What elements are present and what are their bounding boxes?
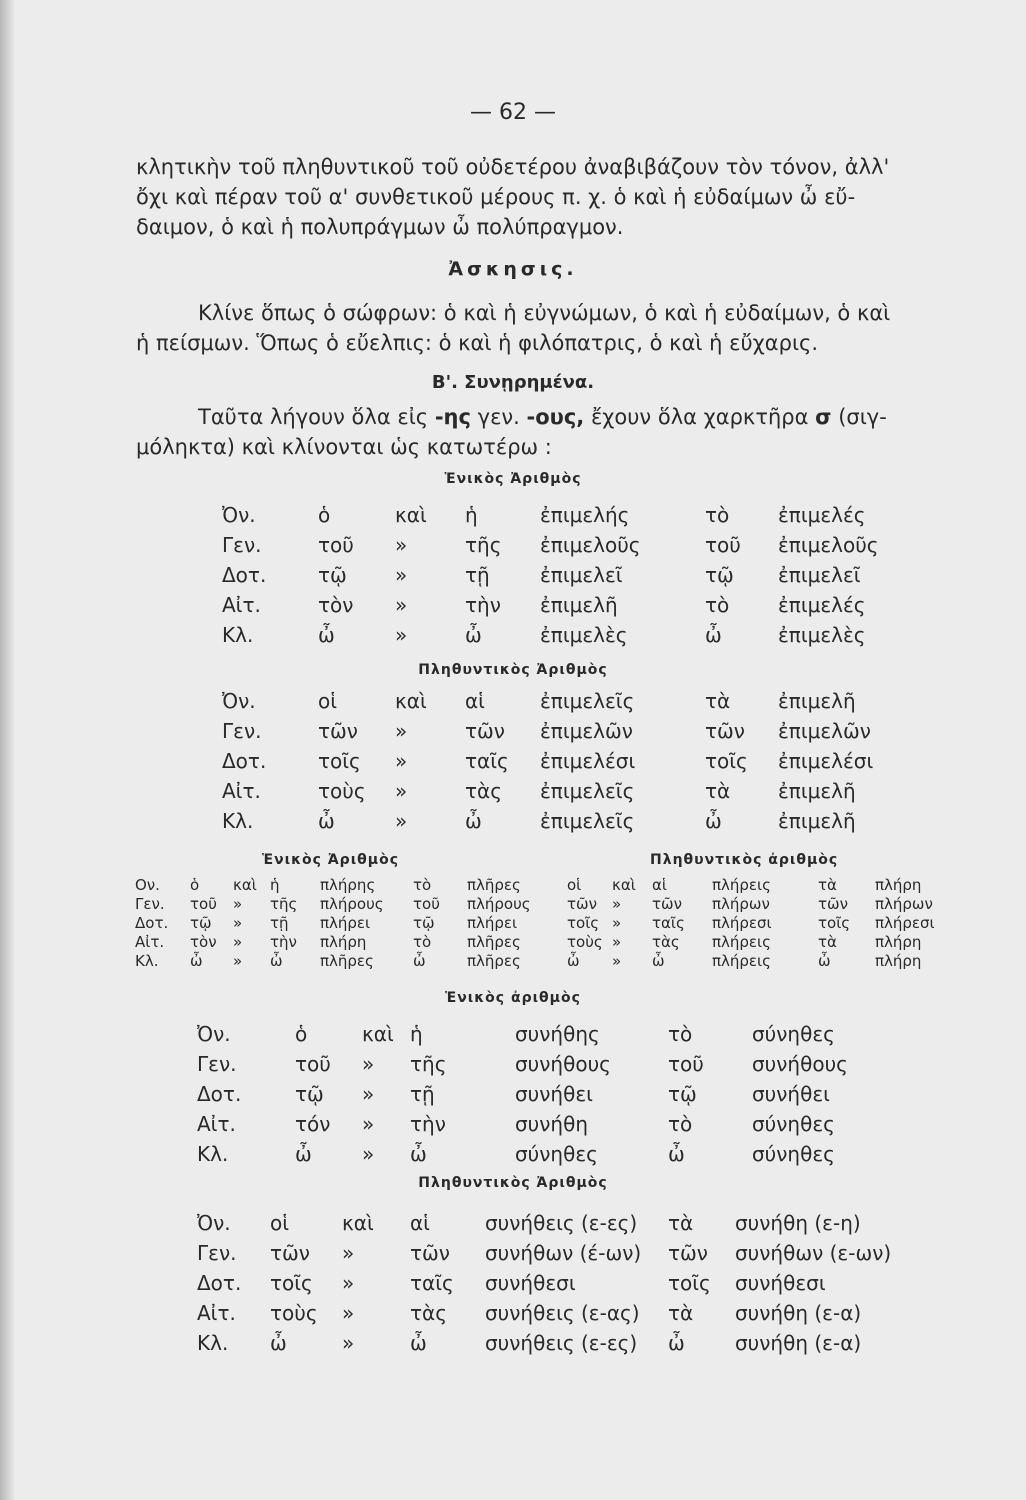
- rule-text: (σιγ-: [838, 405, 887, 429]
- declension-cell: τὸ: [668, 1022, 693, 1046]
- declension-cell: πλήρει: [320, 914, 371, 932]
- declension-cell: τὰς: [410, 1301, 447, 1325]
- declension-cell: ἐπιμελεῖς: [540, 779, 635, 803]
- declension-cell: σύνηθες: [752, 1142, 835, 1166]
- declension-cell: συνήθη (ε-η): [735, 1211, 861, 1235]
- declension-cell: καὶ: [612, 876, 636, 894]
- declension-cell: συνήθεις (ε-ας): [485, 1301, 640, 1325]
- declension-cell: ἐπιμελεῖς: [540, 809, 635, 833]
- declension-cell: τὴν: [465, 593, 501, 617]
- declension-cell: Γεν.: [197, 1052, 237, 1076]
- declension-cell: Δοτ.: [197, 1271, 242, 1295]
- declension-cell: τῆς: [410, 1052, 447, 1076]
- declension-cell: τῶν: [818, 895, 848, 913]
- declension-cell: Αἰτ.: [197, 1301, 236, 1325]
- declension-cell: συνήθη (ε-α): [735, 1331, 862, 1355]
- declension-cell: συνήθους: [752, 1052, 848, 1076]
- declension-cell: Ὀν.: [222, 689, 256, 713]
- declension-row: [0, 749, 1026, 777]
- declension-row: [0, 593, 1026, 621]
- declension-cell: ὦ: [318, 809, 335, 833]
- declension-cell: ὦ: [413, 952, 426, 970]
- declension-cell: ἐπιμελής: [540, 503, 630, 527]
- declension-cell: τῇ: [410, 1082, 435, 1106]
- declension-cell: τοῖς: [567, 914, 600, 932]
- declension-cell: ἐπιμελῶν: [778, 719, 871, 743]
- declension-cell: τοῦ: [705, 533, 741, 557]
- declension-cell: »: [342, 1301, 355, 1325]
- declension-cell: »: [395, 533, 408, 557]
- rule-line: μόληκτα) καὶ κλίνονται ὡς κατωτέρω :: [136, 435, 552, 459]
- declension-cell: ὦ: [818, 952, 831, 970]
- declension-row: [0, 503, 1026, 531]
- declension-cell: τοῖς: [668, 1271, 711, 1295]
- declension-cell: καὶ: [342, 1211, 374, 1235]
- declension-cell: Δοτ.: [222, 749, 267, 773]
- declension-row: [0, 563, 1026, 591]
- declension-cell: ἐπιμελέσι: [778, 749, 874, 773]
- declension-cell: »: [395, 719, 408, 743]
- declension-cell: τὰ: [668, 1211, 694, 1235]
- declension-cell: Κλ.: [197, 1331, 229, 1355]
- declension-cell: Γεν.: [135, 895, 165, 913]
- declension-cell: τοῦ: [190, 895, 217, 913]
- declension-cell: ἐπιμελῆ: [778, 809, 856, 833]
- declension-cell: ὦ: [295, 1142, 312, 1166]
- t2-plural-title: Πληθυντικὸς ἀριθμὸς: [650, 852, 839, 868]
- ending-ous: -ους,: [526, 405, 585, 429]
- declension-cell: ὦ: [668, 1142, 685, 1166]
- declension-cell: ἐπιμελεῖ: [778, 563, 861, 587]
- t3-plural-title: Πληθυντικὸς Ἀριθμὸς: [418, 1175, 608, 1191]
- declension-cell: ἡ: [465, 503, 478, 527]
- intro-line: κλητικὴν τοῦ πληθυντικοῦ τοῦ οὐδετέρου ἀναβιβάζουν τὸν τόνον, ἀλλ': [136, 155, 890, 179]
- declension-cell: αἱ: [652, 876, 667, 894]
- declension-cell: τόν: [295, 1112, 331, 1136]
- declension-row: [0, 1271, 1026, 1299]
- declension-cell: ἐπιμελεῖς: [540, 689, 635, 713]
- declension-cell: τοῦ: [668, 1052, 704, 1076]
- declension-cell: ὁ: [318, 503, 331, 527]
- declension-cell: τοῖς: [318, 749, 361, 773]
- declension-cell: τὸ: [705, 593, 730, 617]
- declension-cell: συνήθεις (ε-ες): [485, 1331, 638, 1355]
- declension-cell: ὦ: [705, 809, 722, 833]
- declension-cell: πλήρη: [320, 933, 367, 951]
- declension-cell: Ον.: [135, 876, 160, 894]
- declension-row: [0, 1022, 1026, 1050]
- declension-cell: τὰς: [465, 779, 502, 803]
- declension-cell: »: [233, 914, 243, 932]
- declension-cell: πλήρους: [467, 895, 531, 913]
- declension-cell: ἐπιμελῆ: [778, 779, 856, 803]
- intro-paragraph: [136, 152, 966, 242]
- declension-row: [0, 719, 1026, 747]
- declension-row: [0, 533, 1026, 561]
- declension-cell: »: [395, 749, 408, 773]
- declension-cell: Αἰτ.: [197, 1112, 236, 1136]
- declension-row: [0, 689, 1026, 717]
- declension-cell: τῶν: [318, 719, 358, 743]
- declension-cell: τῷ: [668, 1082, 697, 1106]
- section-title: Β'. Συνῃρημένα.: [431, 372, 595, 393]
- declension-cell: συνήθεις (ε-ες): [485, 1211, 638, 1235]
- declension-cell: Αἰτ.: [135, 933, 165, 951]
- declension-cell: τοὺς: [318, 779, 366, 803]
- declension-cell: οἱ: [270, 1211, 290, 1235]
- declension-cell: καὶ: [395, 503, 427, 527]
- declension-cell: τῶν: [270, 1241, 310, 1265]
- declension-row: [0, 952, 1026, 970]
- declension-cell: τῇ: [270, 914, 289, 932]
- declension-cell: τὸν: [190, 933, 217, 951]
- declension-cell: καὶ: [395, 689, 427, 713]
- declension-cell: πλήρει: [467, 914, 518, 932]
- declension-cell: πλήρεσι: [712, 914, 772, 932]
- declension-cell: ἐπιμελὲς: [540, 623, 628, 647]
- exercises-title: Ἀσκησις.: [448, 258, 578, 280]
- t1-singular-title: Ἑνικὸς Ἀριθμὸς: [444, 471, 582, 487]
- intro-line: δαιμον, ὁ καὶ ἡ πολυπράγμων ὦ πολύπραγμον.: [136, 215, 624, 239]
- declension-cell: »: [342, 1241, 355, 1265]
- declension-cell: Δοτ.: [197, 1082, 242, 1106]
- declension-cell: Γεν.: [222, 719, 262, 743]
- declension-cell: συνήθεσι: [735, 1271, 826, 1295]
- declension-cell: πλῆρες: [467, 952, 521, 970]
- declension-cell: τὰ: [668, 1301, 694, 1325]
- rule-text: Ταῦτα λήγουν ὅλα εἰς: [198, 405, 429, 429]
- t1-plural-title: Πληθυντικὸς Ἀριθμὸς: [418, 662, 608, 678]
- ending-es: -ης: [434, 405, 471, 429]
- declension-cell: τὰ: [705, 689, 731, 713]
- declension-cell: τοῦ: [413, 895, 440, 913]
- declension-cell: πλήρεσι: [875, 914, 935, 932]
- declension-cell: πλῆρες: [467, 933, 521, 951]
- declension-cell: ὁ: [190, 876, 200, 894]
- declension-cell: τοῖς: [270, 1271, 313, 1295]
- rule-text: ἔχουν ὅλα χαρκτῆρα: [590, 405, 809, 429]
- declension-row: [0, 1241, 1026, 1269]
- declension-cell: πλήρων: [875, 895, 933, 913]
- declension-row: [0, 876, 1026, 894]
- declension-cell: »: [342, 1271, 355, 1295]
- declension-cell: τῷ: [190, 914, 212, 932]
- declension-cell: καὶ: [362, 1022, 394, 1046]
- declension-cell: »: [362, 1052, 375, 1076]
- declension-cell: σύνηθες: [752, 1112, 835, 1136]
- declension-cell: ἐπιμελές: [778, 593, 866, 617]
- t2-singular-title: Ἑνικὸς Ἀριθμὸς: [262, 852, 399, 868]
- declension-cell: σύνηθες: [752, 1022, 835, 1046]
- declension-cell: ἐπιμελοῦς: [540, 533, 641, 557]
- declension-cell: Αἰτ.: [222, 779, 261, 803]
- declension-cell: ὦ: [465, 809, 482, 833]
- declension-cell: ὦ: [190, 952, 203, 970]
- declension-cell: Δοτ.: [135, 914, 169, 932]
- declension-cell: »: [342, 1331, 355, 1355]
- declension-cell: Ὀν.: [197, 1211, 231, 1235]
- declension-cell: τὸ: [413, 933, 432, 951]
- declension-cell: ἐπιμελῆ: [540, 593, 618, 617]
- sigma-letter: σ: [815, 405, 832, 429]
- declension-cell: τῷ: [705, 563, 734, 587]
- declension-cell: ἐπιμελῆ: [778, 689, 856, 713]
- declension-cell: συνήθεσι: [485, 1271, 576, 1295]
- declension-cell: ὦ: [318, 623, 335, 647]
- declension-cell: »: [612, 895, 622, 913]
- declension-cell: »: [395, 623, 408, 647]
- declension-cell: αἱ: [465, 689, 485, 713]
- declension-cell: αἱ: [410, 1211, 430, 1235]
- declension-row: [0, 779, 1026, 807]
- declension-cell: τοῦ: [318, 533, 354, 557]
- declension-cell: Γεν.: [197, 1241, 237, 1265]
- declension-cell: ὦ: [410, 1142, 427, 1166]
- declension-cell: »: [395, 809, 408, 833]
- declension-cell: τὰς: [652, 933, 680, 951]
- declension-cell: »: [612, 914, 622, 932]
- declension-cell: »: [233, 952, 243, 970]
- declension-cell: σύνηθες: [515, 1142, 598, 1166]
- declension-row: [0, 914, 1026, 932]
- declension-cell: τὰ: [818, 876, 837, 894]
- declension-cell: τῷ: [295, 1082, 324, 1106]
- declension-cell: πλήρεις: [712, 952, 771, 970]
- exercises-line: Κλίνε ὅπως ὁ σώφρων: ὁ καὶ ἡ εὐγνώμων, ὁ καὶ ἡ εὐδαίμων, ὁ καὶ: [198, 301, 891, 325]
- declension-cell: Ὀν.: [222, 503, 256, 527]
- declension-cell: ἐπιμελεῖ: [540, 563, 623, 587]
- declension-row: [0, 1082, 1026, 1110]
- declension-cell: ταῖς: [410, 1271, 454, 1295]
- declension-row: [0, 1331, 1026, 1359]
- declension-cell: συνήθη: [515, 1112, 589, 1136]
- declension-cell: ὦ: [465, 623, 482, 647]
- declension-cell: ὦ: [270, 1331, 287, 1355]
- declension-cell: πλήρη: [875, 876, 922, 894]
- declension-cell: τῇ: [465, 563, 490, 587]
- declension-row: [0, 895, 1026, 913]
- declension-cell: τῶν: [668, 1241, 708, 1265]
- declension-row: [0, 1112, 1026, 1140]
- declension-cell: ἐπιμελέσι: [540, 749, 636, 773]
- declension-row: [0, 623, 1026, 651]
- declension-cell: τῷ: [318, 563, 347, 587]
- intro-line: ὄχι καὶ πέραν τοῦ α' συνθετικοῦ μέρους π. χ. ὁ καὶ ἡ εὐδαίμων ὦ εὔ-: [136, 185, 856, 209]
- declension-cell: Ὀν.: [197, 1022, 231, 1046]
- declension-cell: ὦ: [270, 952, 283, 970]
- declension-cell: ἡ: [410, 1022, 423, 1046]
- declension-cell: Γεν.: [222, 533, 262, 557]
- declension-cell: ἐπιμελοῦς: [778, 533, 879, 557]
- declension-cell: τῶν: [705, 719, 745, 743]
- declension-cell: ταῖς: [465, 749, 509, 773]
- declension-cell: συνήθη (ε-α): [735, 1301, 862, 1325]
- declension-cell: συνήθων (ε-ων): [735, 1241, 892, 1265]
- declension-cell: πλήρεις: [712, 876, 771, 894]
- declension-cell: ὦ: [652, 952, 665, 970]
- declension-cell: »: [233, 933, 243, 951]
- declension-cell: τοὺς: [567, 933, 603, 951]
- declension-cell: ὦ: [668, 1331, 685, 1355]
- declension-cell: τὰ: [818, 933, 837, 951]
- declension-cell: »: [362, 1082, 375, 1106]
- declension-cell: ἐπιμελές: [778, 503, 866, 527]
- declension-cell: τοῖς: [705, 749, 748, 773]
- declension-row: [0, 933, 1026, 951]
- declension-cell: οἱ: [567, 876, 582, 894]
- declension-cell: ὁ: [295, 1022, 308, 1046]
- declension-cell: τὴν: [410, 1112, 446, 1136]
- declension-cell: Κλ.: [197, 1142, 229, 1166]
- declension-cell: »: [612, 933, 622, 951]
- declension-cell: τὸν: [318, 593, 354, 617]
- declension-cell: τῆς: [465, 533, 502, 557]
- page-number: — 62 —: [470, 100, 556, 125]
- declension-cell: πλήρης: [320, 876, 376, 894]
- declension-cell: ὦ: [705, 623, 722, 647]
- declension-cell: τὴν: [270, 933, 297, 951]
- t3-singular-title: Ἑνικὸς ἀριθμὸς: [445, 990, 581, 1006]
- declension-cell: Κλ.: [222, 809, 254, 833]
- declension-cell: τοῖς: [818, 914, 851, 932]
- declension-cell: πλῆρες: [320, 952, 374, 970]
- declension-cell: οἱ: [318, 689, 338, 713]
- declension-cell: »: [395, 563, 408, 587]
- declension-cell: συνήθει: [752, 1082, 830, 1106]
- declension-cell: συνήθων (έ-ων): [485, 1241, 642, 1265]
- declension-cell: τῶν: [465, 719, 505, 743]
- declension-cell: τοὺς: [270, 1301, 318, 1325]
- declension-cell: τοῦ: [295, 1052, 331, 1076]
- declension-cell: ὦ: [410, 1331, 427, 1355]
- declension-cell: τὸ: [705, 503, 730, 527]
- exercises-paragraph: [136, 298, 966, 358]
- declension-cell: τὰ: [705, 779, 731, 803]
- declension-cell: τῆς: [270, 895, 298, 913]
- declension-cell: Δοτ.: [222, 563, 267, 587]
- declension-cell: καὶ: [233, 876, 257, 894]
- declension-cell: πλήρων: [712, 895, 770, 913]
- declension-cell: ἐπιμελῶν: [540, 719, 633, 743]
- declension-cell: πλήρεις: [712, 933, 771, 951]
- declension-cell: πλήρη: [875, 952, 922, 970]
- declension-cell: »: [612, 952, 622, 970]
- declension-cell: »: [362, 1112, 375, 1136]
- declension-cell: ταῖς: [652, 914, 685, 932]
- declension-cell: πλῆρες: [467, 876, 521, 894]
- declension-cell: συνήθης: [515, 1022, 600, 1046]
- declension-cell: τὸ: [413, 876, 432, 894]
- rule-paragraph: [136, 402, 966, 462]
- declension-cell: »: [233, 895, 243, 913]
- declension-cell: Κλ.: [222, 623, 254, 647]
- declension-row: [0, 809, 1026, 837]
- declension-cell: πλήρη: [875, 933, 922, 951]
- declension-cell: »: [395, 593, 408, 617]
- declension-row: [0, 1301, 1026, 1329]
- declension-cell: συνήθους: [515, 1052, 611, 1076]
- declension-cell: τῶν: [410, 1241, 450, 1265]
- declension-cell: τῷ: [413, 914, 435, 932]
- declension-cell: τὸ: [668, 1112, 693, 1136]
- declension-row: [0, 1211, 1026, 1239]
- exercises-line: ἡ πείσμων. Ὅπως ὁ εὔελπις: ὁ καὶ ἡ φιλόπατρις, ὁ καὶ ἡ εὔχαρις.: [136, 331, 819, 355]
- declension-cell: τῶν: [567, 895, 597, 913]
- rule-line: [136, 402, 966, 432]
- rule-text: γεν.: [477, 405, 520, 429]
- declension-cell: »: [362, 1142, 375, 1166]
- declension-row: [0, 1142, 1026, 1170]
- declension-cell: ἐπιμελὲς: [778, 623, 866, 647]
- declension-cell: συνήθει: [515, 1082, 593, 1106]
- declension-cell: ὦ: [567, 952, 580, 970]
- declension-cell: Αἰτ.: [222, 593, 261, 617]
- declension-cell: »: [395, 779, 408, 803]
- declension-cell: Κλ.: [135, 952, 159, 970]
- declension-row: [0, 1052, 1026, 1080]
- declension-cell: ἡ: [270, 876, 280, 894]
- declension-cell: τῶν: [652, 895, 682, 913]
- declension-cell: πλήρους: [320, 895, 384, 913]
